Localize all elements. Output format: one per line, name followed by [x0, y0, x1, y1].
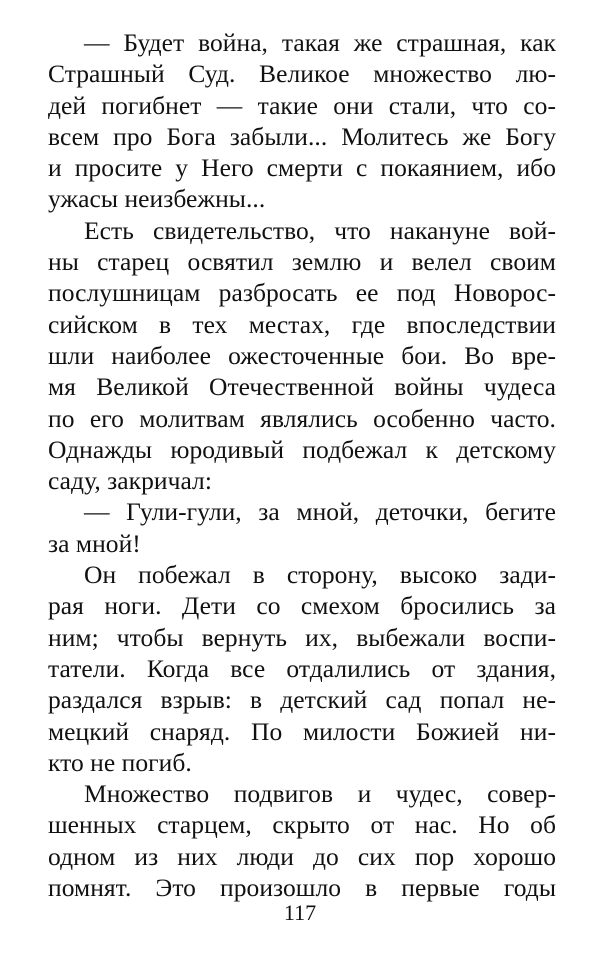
- paragraph-5: [48, 778, 556, 903]
- text-line: Множество подвигов и чудес, совер-: [84, 779, 556, 809]
- text-line: сийском в тех местах, где впоследствии: [48, 309, 556, 339]
- text-line: ним; чтобы вернуть их, выбежали воспи-: [48, 622, 556, 652]
- paragraph-2: [48, 215, 556, 497]
- text-line: Страшный Суд. Великое множество лю-: [48, 59, 556, 89]
- text-line: Он побежал в сторону, высоко зади-: [84, 560, 556, 590]
- text-line: ны старец освятил землю и велел своим: [48, 247, 556, 277]
- text-line: кто не погиб.: [48, 747, 192, 777]
- text-line: — Гули-гули, за мной, деточки, бегите: [84, 497, 556, 527]
- text-line: татели. Когда все отдалились от здания,: [48, 653, 556, 683]
- text-line: шенных старцем, скрыто от нас. Но об: [48, 810, 556, 840]
- text-line: саду, закричал:: [48, 466, 212, 496]
- text-line: по его молитвам являлись особенно часто.: [48, 403, 556, 433]
- text-line: мя Великой Отечественной войны чудеса: [48, 372, 556, 402]
- text-line: Есть свидетельство, что накануне вой-: [84, 215, 556, 245]
- text-line: помнят. Это произошло в первые годы: [48, 873, 556, 903]
- paragraph-1: [48, 27, 556, 215]
- text-line: раздался взрыв: в детский сад попал не-: [48, 685, 556, 715]
- text-line: послушницам разбросать ее под Новорос-: [48, 278, 556, 308]
- text-line: Однажды юродивый подбежал к детскому: [48, 434, 556, 464]
- text-line: ужасы неизбежны...: [48, 184, 266, 214]
- text-line: и просите у Него смерти с покаянием, ибо: [48, 153, 556, 183]
- text-line: за мной!: [48, 528, 141, 558]
- text-line: одном из них люди до сих пор хорошо: [48, 841, 556, 871]
- text-line: рая ноги. Дети со смехом бросились за: [48, 591, 556, 621]
- text-line: всем про Бога забыли... Молитесь же Богу: [48, 121, 556, 151]
- paragraph-3: [48, 496, 556, 559]
- text-line: шли наиболее ожесточенные бои. Во вре-: [48, 340, 556, 370]
- book-page-text: [48, 27, 556, 903]
- paragraph-4: [48, 559, 556, 778]
- page-number: 117: [283, 900, 317, 925]
- text-line: дей погибнет — такие они стали, что со-: [48, 90, 556, 120]
- text-line: мецкий снаряд. По милости Божией ни-: [48, 716, 556, 746]
- text-line: — Будет война, такая же страшная, как: [84, 28, 556, 57]
